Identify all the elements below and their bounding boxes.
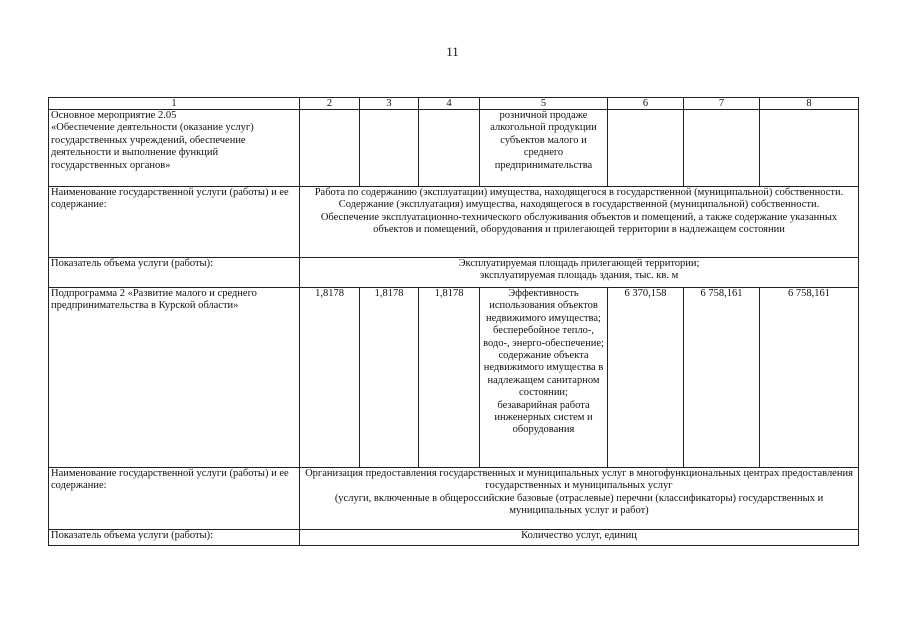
column-number: 7 xyxy=(684,98,760,110)
value-cell: 1,8178 xyxy=(300,288,360,468)
column-number: 4 xyxy=(419,98,480,110)
table-row xyxy=(49,187,859,258)
service-name-label: Наименование государственной услуги (работы) и ее содержание: xyxy=(49,187,300,258)
amount-cell: 6 758,161 xyxy=(684,288,760,468)
event-name-cell: Основное мероприятие 2.05 «Обеспечение деятельности (оказание услуг) государственных учреждений, обеспечение деятельности и выполнение функций государственных органов» xyxy=(49,110,300,187)
service-name-label: Наименование государственной услуги (работы) и ее содержание: xyxy=(49,468,300,530)
volume-indicator-content: Количество услуг, единиц xyxy=(300,530,859,546)
column-number: 3 xyxy=(360,98,419,110)
column-number: 1 xyxy=(49,98,300,110)
services-table xyxy=(48,97,859,546)
empty-cell xyxy=(608,110,684,187)
amount-cell: 6 758,161 xyxy=(760,288,859,468)
empty-cell xyxy=(684,110,760,187)
service-content: Работа по содержанию (эксплуатации) имущества, находящегося в государственной (муниципальной) собственности. Содержание (эксплуатация) имущества, находящегося в государственной (муниципальной) собственности. Обеспечение эксплуатационно-технического обслуживания объектов и помещений, а также содержание указанных объектов и помещений, оборудования и прилегающей территории в надлежащем состоянии xyxy=(300,187,859,258)
empty-cell xyxy=(300,110,360,187)
volume-indicator-label: Показатель объема услуги (работы): xyxy=(49,258,300,288)
volume-indicator-label: Показатель объема услуги (работы): xyxy=(49,530,300,546)
column-number: 2 xyxy=(300,98,360,110)
service-content: Организация предоставления государственных и муниципальных услуг в многофункциональных центрах предоставления государственных и муниципальных услуг (услуги, включенные в общероссийские базовые (отраслевые) перечни (классификаторы) государственных и муниципальных услуг и работ) xyxy=(300,468,859,530)
value-cell: 1,8178 xyxy=(419,288,480,468)
amount-cell: 6 370,158 xyxy=(608,288,684,468)
table-header-row xyxy=(49,98,859,110)
indicator-cell: розничной продаже алкогольной продукции субъектов малого и среднего предпринимательства xyxy=(480,110,608,187)
table-row xyxy=(49,258,859,288)
empty-cell xyxy=(760,110,859,187)
empty-cell xyxy=(360,110,419,187)
column-number: 8 xyxy=(760,98,859,110)
volume-indicator-content: Эксплуатируемая площадь прилегающей территории; эксплуатируемая площадь здания, тыс. кв. м xyxy=(300,258,859,288)
table-row xyxy=(49,110,859,187)
indicator-cell: Эффективность использования объектов недвижимого имущества; бесперебойное тепло-, водо-, энерго-обеспечение; содержание объекта недвижимого имущества в надлежащем санитарном состоянии; безаварийная работа инженерных систем и оборудования xyxy=(480,288,608,468)
page-number: 11 xyxy=(446,44,459,59)
table-row xyxy=(49,530,859,546)
column-number: 5 xyxy=(480,98,608,110)
empty-cell xyxy=(419,110,480,187)
subprogram-name-cell: Подпрограмма 2 «Развитие малого и среднего предпринимательства в Курской области» xyxy=(49,288,300,468)
table-row xyxy=(49,288,859,468)
value-cell: 1,8178 xyxy=(360,288,419,468)
column-number: 6 xyxy=(608,98,684,110)
table-row xyxy=(49,468,859,530)
